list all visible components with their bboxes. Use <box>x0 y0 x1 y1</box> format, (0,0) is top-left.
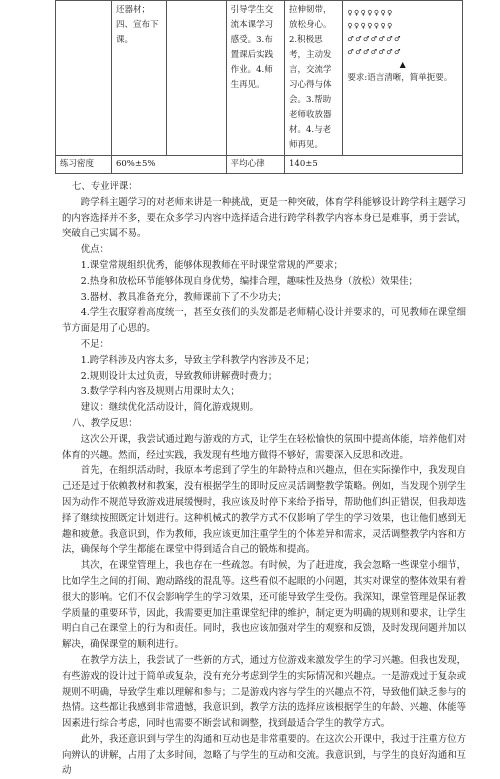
suggestion-text: 建议：继续优化活动设计，简化游戏规则。 <box>80 402 259 414</box>
table-cell-empty <box>166 1 226 156</box>
paragraph: 在教学方法上，我尝试了一些新的方式，通过方位游戏来激发学生的学习兴趣。但我也发现，有些游戏的设计过于简单或复杂，没有充分考虑到学生的实际情况和兴趣点。一是游戏过于复杂或规则不明确，导致学生难以理解和参与；二是游戏内容与学生的兴趣点不符，导致他们缺乏参与的热情。这些都让我感到非常遗憾，我意识到，教学方法的选择应该根据学生的年龄、兴趣、体能等因素进行综合考虑，同时也需要不断尝试和调整，找到最适合学生的教学方式。 <box>62 654 466 730</box>
list-item: 1.课堂常规组织优秀，能够体现教师在平时课堂常规的严要求； <box>80 259 343 271</box>
paragraph: 这次公开课，我尝试通过跑与游戏的方式，让学生在轻松愉快的氛围中提高体能，培养他们对体育的兴趣。然而，经过实践，我发现有些地方做得不够好，需要深入反思和改进。 <box>62 433 466 461</box>
density-value: 60%±5% <box>111 156 226 174</box>
table-cell-content: 还器材；四、宣布下课。 <box>111 1 166 156</box>
list-item: 3.数学学科内容及规则占用课时太久； <box>80 386 240 398</box>
table-row-ending <box>56 1 463 156</box>
paragraph: 其次，在课堂管理上，我也存在一些疏忽。有时候，为了赶进度，我会忽略一些课堂小细节，比如学生之间的打闹、跑动路线的混乱等。这些看似不起眼的小问题，其实对课堂的整体效果有着很大的影响。它们不仅会影响学生的学习效果，还可能导致学生受伤。我深知，课堂管理是保证教学质量的重要环节，因此，我需要更加注重课堂纪律的维护，制定更为明确的规则和要求，让学生明白自己在课堂上的行为和责任。同时，我也应该加强对学生的观察和反馈，及时发现问题并加以解决，确保课堂的顺利进行。 <box>62 560 466 651</box>
list-item: 2.热身和放松环节能够体现自身优势，编排合理，趣味性及热身（放松）效果佳； <box>80 275 418 287</box>
list-item: 2.规则设计太过负责，导致教师讲解费时费力； <box>80 370 278 382</box>
formation-row: ♂♂♂♂♂♂♂ <box>347 48 402 56</box>
formation-row: ♀♀♀♀♀♀♀ <box>347 9 394 17</box>
paragraph: 此外，我还意识到与学生的沟通和互动也是非常重要的。在这次公开课中，我过于注重方位方向辨认的讲解，占用了太多时间，忽略了与学生的互动和交流。我意识到，与学生的良好沟通和互动 <box>62 733 466 777</box>
list-item: 4.学生衣服穿着高度统一，甚至女孩们的头发都是老师精心设计并要求的，可见教师在课堂细节方面是用了心思的。 <box>62 307 466 335</box>
formation-row: ♀♀♀♀♀♀♀ <box>347 22 394 30</box>
section-heading: 七、专业评课： <box>72 181 138 192</box>
shortcomings-heading: 不足： <box>80 338 109 350</box>
advantages-heading: 优点： <box>80 244 109 256</box>
section-heading: 八、教学反思： <box>72 417 138 429</box>
requirement-text: 要求:语言清晰，简单扼要。 <box>347 73 453 83</box>
formation-row: ♂♂♂♂♂♂♂ <box>347 35 402 43</box>
list-item: 3.器材、教具准备充分，教师课前下了不少功夫； <box>80 291 287 303</box>
table-cell-teacher-activity: 引导学生交流本课学习感受。3.布置课后实践作业。4.师生再见。 <box>226 1 284 156</box>
heart-rate-label: 平均心律 <box>226 156 284 174</box>
table-cell-student-activity: 拉伸韧带，放松身心。2.积极思考，主动发言，交流学习心得与体会。3.帮助老师收放器材。4.与老师再见。 <box>285 1 343 156</box>
table-cell-organization <box>343 1 463 156</box>
lesson-plan-table <box>55 0 463 174</box>
list-item: 1.跨学科涉及内容太多，导致主学科教学内容涉及不足； <box>80 354 315 366</box>
density-label: 练习密度 <box>56 156 112 174</box>
table-cell-section <box>56 1 112 156</box>
heart-rate-value: 140±5 <box>285 156 463 174</box>
table-row-footer <box>56 156 463 174</box>
document-body <box>62 179 466 779</box>
paragraph: 首先，在组织活动时，我原本考虑到了学生的年龄特点和兴趣点，但在实际操作中，我发现自己还是过于依赖教材和教案，没有根据学生的即时反应灵活调整教学策略。例如，当发现个别学生因为动作不规范导致游戏进展缓慢时，我应该及时停下来给予指导，帮助他们纠正错误，但我却选择了继续按照既定计划进行。这种机械式的教学方式不仅影响了学生的学习效果，也让他们感到无趣和疲惫。我意识到，作为教师，我应该更加注重学生的个体差异和需求，灵活调整教学内容和方法，确保每个学生都能在课堂中得到适合自己的锻炼和提高。 <box>62 465 466 556</box>
paragraph: 跨学科主题学习的对老师来讲是一种挑战，更是一种突破，体育学科能够设计跨学科主题学习的内容选择并不多，要在众多学习内容中选择适合进行跨学科教学内容本身已是难事，勇于尝试，突破自己实属不易。 <box>62 196 466 240</box>
teacher-position-icon: ▲ <box>399 60 406 69</box>
